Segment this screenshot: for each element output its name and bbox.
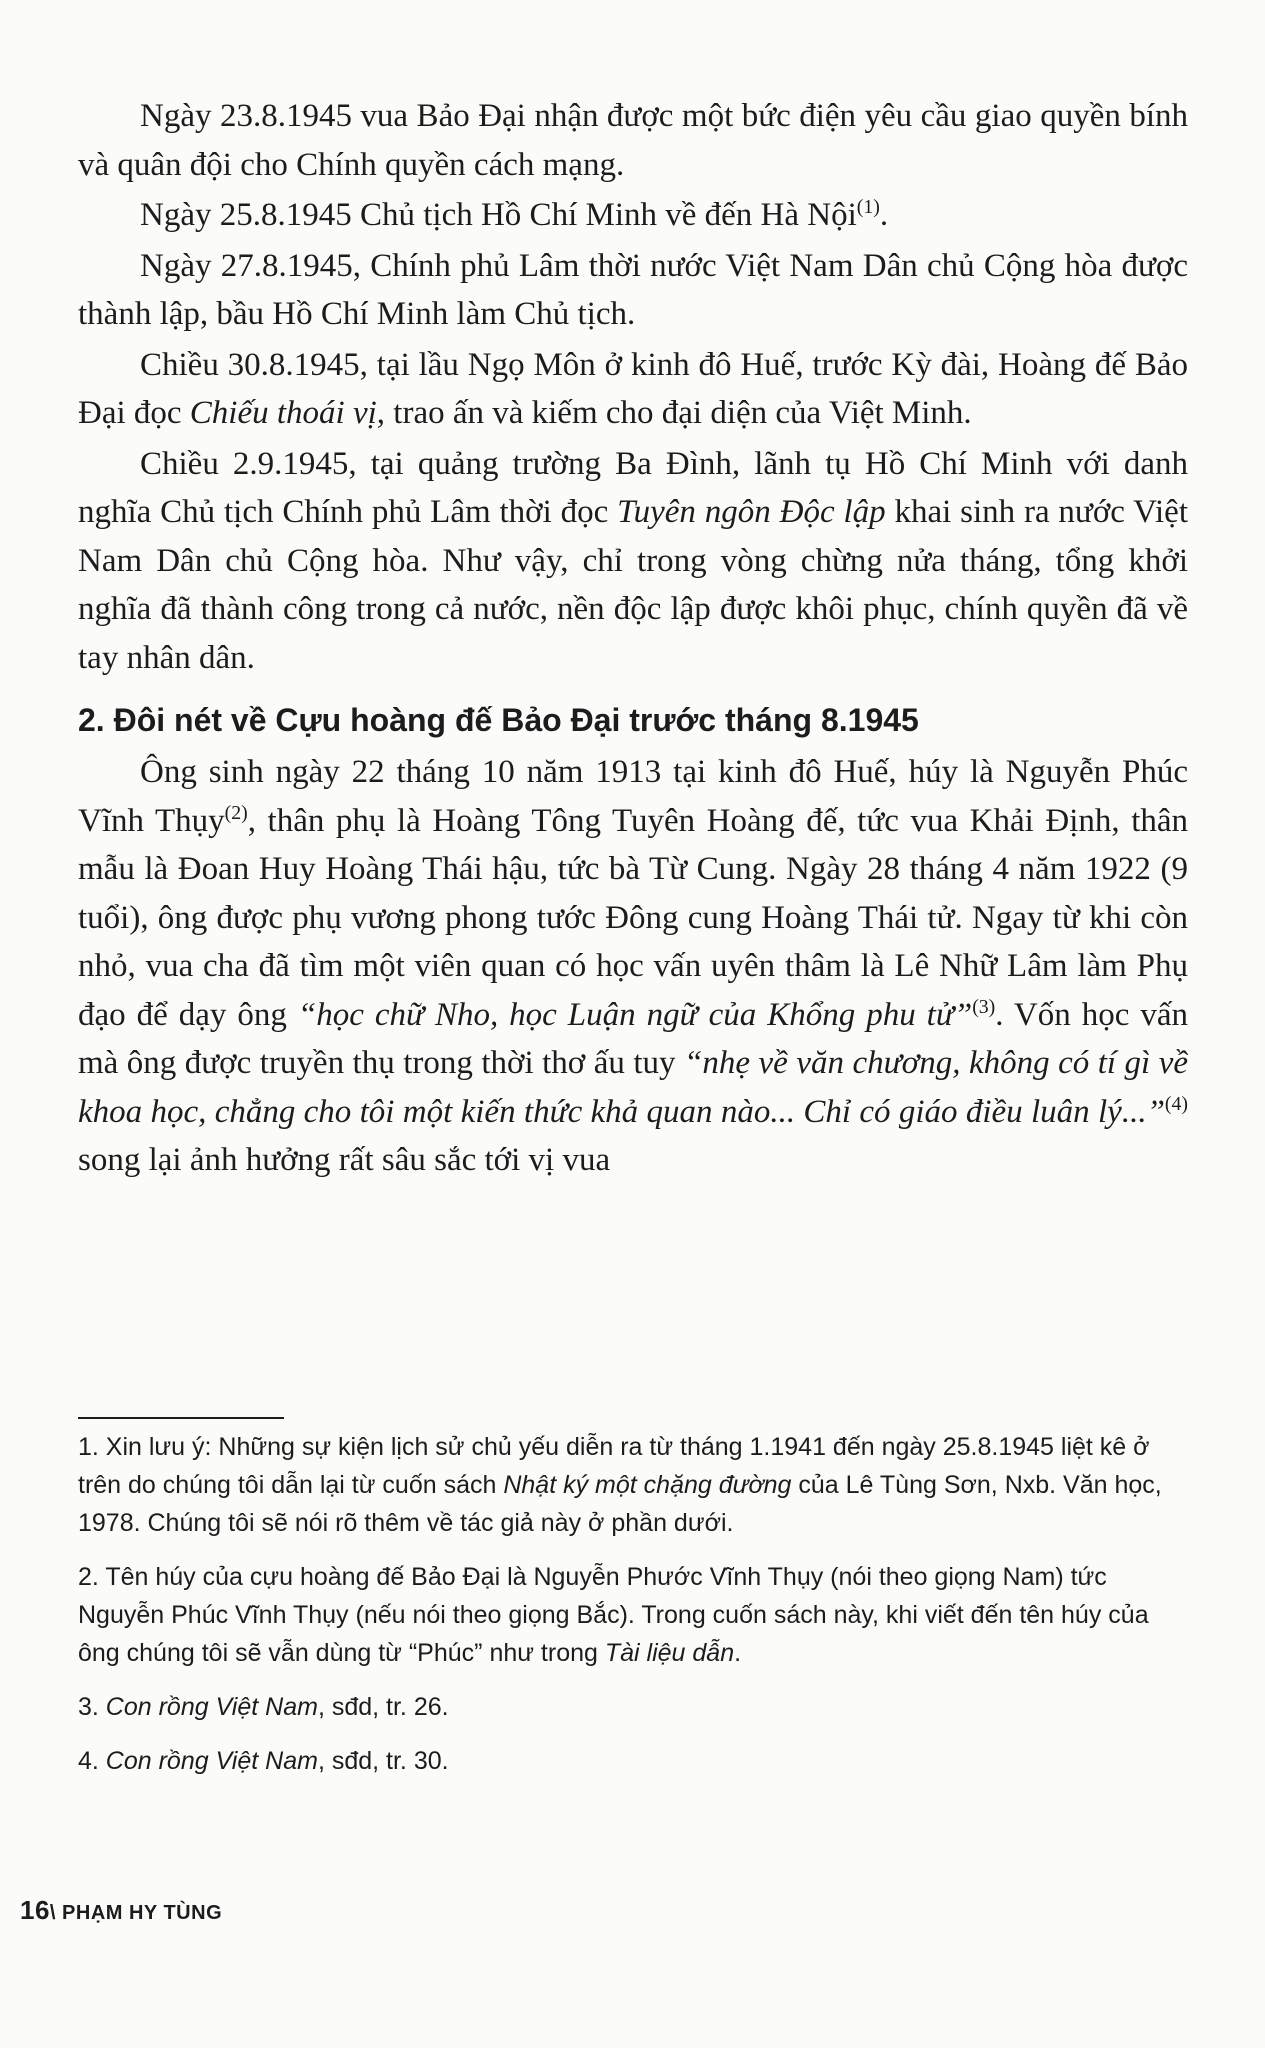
paragraph-2-text: Ngày 25.8.1945 Chủ tịch Hồ Chí Minh về đến Hà Nội: [140, 197, 857, 233]
paragraph-4-italic: Chiếu thoái vị: [189, 395, 377, 431]
section-quote-2: “nhẹ về văn chương, không có tí gì về khoa học, chẳng cho tôi một kiến thức khả quan nào... Chỉ có giáo điều luân lý...”: [78, 1045, 1188, 1130]
footer-separator: \: [49, 1902, 56, 1924]
running-footer: [20, 1895, 222, 1926]
author-name: PHẠM HY TÙNG: [62, 1902, 223, 1924]
paragraph-4-end: , trao ấn và kiếm cho đại diện của Việt Minh.: [376, 395, 972, 431]
paragraph-5: [78, 440, 1188, 683]
footnote-3-italic: Con rồng Việt Nam: [105, 1693, 318, 1721]
paragraph-5-text: Chiều 2.9.1945, tại quảng trường Ba Đình, lãnh tụ Hồ Chí Minh với danh nghĩa Chủ tịch Chính phủ Lâm thời đọc: [78, 445, 1188, 530]
footnote-4-end: , sđd, tr. 30.: [317, 1747, 449, 1775]
section-text-a: Ông sinh ngày 22 tháng 10 năm 1913 tại kinh đô Huế, húy là Nguyễn Phúc Vĩnh Thụy: [78, 754, 1188, 839]
footnote-4-italic: Con rồng Việt Nam: [105, 1747, 318, 1775]
paragraph-4: [78, 341, 1188, 438]
section-text-b: , thân phụ là Hoàng Tông Tuyên Hoàng đế, tức vua Khải Định, thân mẫu là Đoan Huy Hoàng Thái hậu, tức bà Từ Cung. Ngày 28 tháng 4 năm 1922 (9 tuổi), ông được phụ vương phong tước Đông cung Hoàng Thái tử. Ngay từ khi còn nhỏ, vua cha đã tìm một viên quan có học vấn uyên thâm là Lê Nhữ Lâm làm Phụ đạo để dạy ông: [78, 802, 1189, 1033]
paragraph-1: [78, 92, 1188, 189]
section-paragraph: [78, 748, 1188, 1185]
paragraph-3-text: Ngày 27.8.1945, Chính phủ Lâm thời nước Việt Nam Dân chủ Cộng hòa được thành lập, bầu Hồ Chí Minh làm Chủ tịch.: [78, 247, 1188, 332]
footnote-ref-3: (3): [972, 995, 996, 1018]
footnote-4: [78, 1742, 1188, 1780]
footnote-3: [78, 1688, 1188, 1726]
paragraph-3: [78, 242, 1188, 339]
footnote-ref-2: (2): [224, 801, 248, 824]
footnote-2: [78, 1558, 1188, 1672]
footnote-ref-1: (1): [856, 196, 880, 218]
footnotes: [78, 1428, 1188, 1796]
paragraph-5-italic: Tuyên ngôn Độc lập: [617, 494, 886, 530]
footnote-1-end: của Lê Tùng Sơn, Nxb. Văn học, 1978. Chúng tôi sẽ nói rõ thêm về tác giả này ở phần dưới.: [78, 1471, 1162, 1537]
footnote-divider: [78, 1417, 284, 1419]
paragraph-5-end: khai sinh ra nước Việt Nam Dân chủ Cộng hòa. Như vậy, chỉ trong vòng chừng nửa tháng, tổng khởi nghĩa đã thành công trong cả nước, nền độc lập được khôi phục, chính quyền đã về tay nhân dân.: [78, 494, 1188, 676]
footnote-3-end: , sđd, tr. 26.: [317, 1693, 449, 1721]
paragraph-4-text: Chiều 30.8.1945, tại lầu Ngọ Môn ở kinh đô Huế, trước Kỳ đài, Hoàng đế Bảo Đại đọc: [78, 346, 1188, 431]
paragraph-2-end: .: [879, 197, 889, 233]
footnote-2-italic: Tài liệu dẫn: [604, 1639, 735, 1667]
footnote-ref-4: (4): [1164, 1092, 1188, 1115]
footnote-3-number: 3.: [78, 1693, 106, 1721]
section-text-d: song lại ảnh hưởng rất sâu sắc tới vị vua: [78, 1142, 611, 1178]
footnote-1-text: 1. Xin lưu ý: Những sự kiện lịch sử chủ yếu diễn ra từ tháng 1.1941 đến ngày 25.8.1945 liệt kê ở trên do chúng tôi dẫn lại từ cuốn sách: [78, 1433, 1150, 1499]
page-number: 16: [20, 1895, 50, 1925]
footnote-4-number: 4.: [78, 1747, 106, 1775]
footnote-1: [78, 1428, 1188, 1542]
footnote-2-text: 2. Tên húy của cựu hoàng đế Bảo Đại là Nguyễn Phước Vĩnh Thụy (nói theo giọng Nam) tức Nguyễn Phúc Vĩnh Thụy (nếu nói theo giọng Bắc). Trong cuốn sách này, khi viết đến tên húy của ông chúng tôi sẽ vẫn dùng từ “Phúc” như trong: [78, 1563, 1149, 1667]
footnote-1-italic: Nhật ký một chặng đường: [503, 1471, 792, 1499]
section-heading: 2. Đôi nét về Cựu hoàng đế Bảo Đại trước tháng 8.1945: [78, 702, 919, 738]
footnote-2-end: .: [734, 1639, 742, 1667]
main-text: [78, 92, 1188, 1187]
section-text-c: . Vốn học vấn mà ông được truyền thụ trong thời thơ ấu tuy: [78, 996, 1188, 1081]
paragraph-2: [78, 191, 1188, 240]
paragraph-1-text: Ngày 23.8.1945 vua Bảo Đại nhận được một bức điện yêu cầu giao quyền bính và quân đội cho Chính quyền cách mạng.: [78, 98, 1188, 183]
section-quote-1: “học chữ Nho, học Luận ngữ của Khổng phu tử”: [297, 996, 973, 1033]
